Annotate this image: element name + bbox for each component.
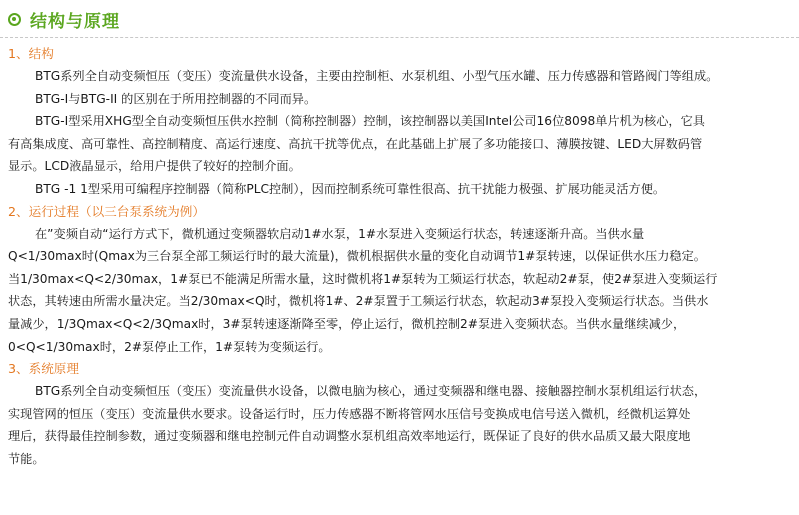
- article-body: [8, 43, 791, 471]
- paragraph-btg1-controller: [8, 110, 791, 178]
- paragraph-system-principle: [8, 380, 791, 470]
- text-line: 节能。: [8, 451, 45, 466]
- page-title: 结构与原理: [30, 11, 120, 32]
- text-line: Q<1/30max时(Qmax为三台泵全部工频运行时的最大流量)，微机根据供水量的变化自动调节1#泵转速，以保证供水压力稳定。: [8, 249, 706, 264]
- paragraph-operation-process: [8, 223, 791, 359]
- text-line: 实现管网的恒压（变压）变流量供水要求。设备运行时，压力传感器不断将管网水压信号变换成电信号送入微机，经微机运算处: [8, 406, 691, 421]
- bullet-circle-icon: [8, 13, 21, 26]
- text-line: 量减少，1/3Qmax<Q<2/3Qmax时，3#泵转速逐渐降至零，停止运行，微机控制2#泵进入变频状态。当供水量继续减少，: [8, 316, 686, 331]
- title-divider: [0, 37, 799, 38]
- paragraph-model-difference: BTG-I与BTG-II 的区别在于所用控制器的不同而异。: [35, 91, 317, 106]
- page-title-row: [8, 6, 120, 32]
- text-line: 显示。LCD液晶显示，给用户提供了较好的控制介面。: [8, 159, 301, 174]
- section-heading-operation: 2、运行过程（以三台泵系统为例）: [8, 203, 205, 219]
- text-line: 理后，获得最佳控制参数，通过变频器和继电控制元件自动调整水泵机组高效率地运行，既保证了良好的供水品质又最大限度地: [8, 429, 691, 444]
- text-line: 在”变频自动“运行方式下，微机通过变频器软启动1#水泵，1#水泵进入变频运行状态，转速逐渐升高。当供水量: [35, 226, 645, 241]
- section-heading-principle: 3、系统原理: [8, 361, 79, 377]
- text-line: 0<Q<1/30max时，2#泵停止工作，1#泵转为变频运行。: [8, 339, 331, 354]
- paragraph-btg11-plc: BTG -1 1型采用可编程序控制器（简称PLC控制），因而控制系统可靠性很高、抗干扰能力极强、扩展功能灵活方便。: [35, 181, 666, 196]
- text-line: 当1/30max<Q<2/30max，1#泵已不能满足所需水量，这时微机将1#泵转为工频运行状态，软起动2#泵，使2#泵进入变频运行: [8, 271, 718, 286]
- section-heading-structure: 1、结构: [8, 46, 54, 61]
- paragraph-structure-overview: BTG系列全自动变频恒压（变压）变流量供水设备，主要由控制柜、水泵机组、小型气压水罐、压力传感器和管路阀门等组成。: [35, 69, 719, 83]
- text-line: BTG系列全自动变频恒压（变压）变流量供水设备，以微电脑为核心，通过变频器和继电器、接触器控制水泵机组运行状态，: [35, 384, 707, 399]
- text-line: 有高集成度、高可靠性、高控制精度、高运行速度、高抗干扰等优点，在此基础上扩展了多功能接口、薄膜按键、LED大屏数码管: [8, 136, 703, 151]
- text-line: BTG-I型采用XHG型全自动变频恒压供水控制（简称控制器）控制，该控制器以美国Intel公司16位8098单片机为核心，它具: [35, 114, 705, 129]
- text-line: 状态，其转速由所需水量决定。当2/30max<Q时，微机将1#、2#泵置于工频运行状态，软起动3#泵投入变频运行状态。当供水: [8, 294, 709, 309]
